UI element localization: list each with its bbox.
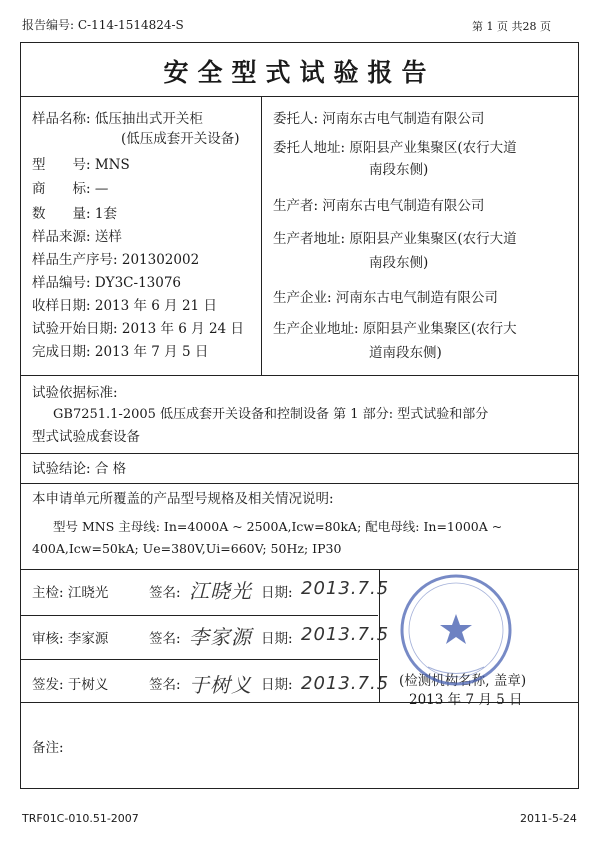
page-info: 第 1 页 共28 页 (472, 20, 551, 33)
coverage-line-2: 400A,Icw=50kA; Ue=380V,Ui=660V; 50Hz; IP30 (32, 541, 342, 556)
org-note: (检测机构名称, 盖章) (399, 673, 527, 689)
producer-address-2: 道南段东侧) (369, 345, 442, 361)
sample-name-sub: (低压成套开关设备) (121, 131, 240, 147)
issue-signature: 于树义 (189, 673, 252, 697)
review-date: 2013.7.5 (301, 624, 390, 645)
main-signature: 江晓光 (189, 579, 252, 603)
issuer: 签发: 于树义 (32, 677, 109, 693)
rule-after-sample (21, 375, 578, 376)
sample-brand: 商 标: — (32, 181, 109, 197)
remarks-label: 备注: (32, 740, 64, 756)
seal-star-icon (440, 614, 472, 644)
conclusion: 试验结论: 合 格 (32, 461, 127, 477)
main-date-label: 日期: (261, 585, 293, 601)
standard-line-2: 型式试验成套设备 (32, 429, 140, 445)
issue-date-label: 日期: (261, 677, 293, 693)
divider-sample-client (261, 96, 262, 375)
review-sign-label: 签名: (149, 631, 181, 647)
reviewer: 审核: 李家源 (32, 631, 109, 647)
org-date: 2013 年 7 月 5 日 (409, 692, 523, 708)
rule-after-title (21, 96, 578, 97)
rule-sig-2 (21, 659, 378, 660)
rule-after-coverage (21, 569, 578, 570)
standard-line-1: GB7251.1-2005 低压成套开关设备和控制设备 第 1 部分: 型式试验和部分 (53, 407, 489, 422)
client: 委托人: 河南东古电气制造有限公司 (273, 111, 485, 127)
issue-date: 2013.7.5 (301, 673, 390, 694)
main-date: 2013.7.5 (301, 578, 390, 599)
producer-address: 生产企业地址: 原阳县产业集聚区(农行大 (273, 321, 517, 337)
manufacturer-address: 生产者地址: 原阳县产业集聚区(农行大道 (273, 231, 517, 247)
test-start-date: 试验开始日期: 2013 年 6 月 24 日 (32, 321, 244, 337)
producer: 生产企业: 河南东古电气制造有限公司 (273, 290, 498, 306)
sample-model: 型 号: MNS (32, 157, 130, 173)
sample-code: 样品编号: DY3C-13076 (32, 275, 182, 291)
sample-serial: 样品生产序号: 201302002 (32, 252, 200, 268)
main-sign-label: 签名: (149, 585, 181, 601)
form-code: TRF01C-010.51-2007 (22, 812, 139, 825)
client-address-2: 南段东侧) (369, 162, 429, 178)
sample-quantity: 数 量: 1套 (32, 206, 117, 222)
coverage-label: 本申请单元所覆盖的产品型号规格及相关情况说明: (32, 491, 334, 507)
sample-name: 样品名称: 低压抽出式开关柜 (32, 111, 203, 127)
review-date-label: 日期: (261, 631, 293, 647)
client-address: 委托人地址: 原阳县产业集聚区(农行大道 (273, 140, 517, 156)
manufacturer-address-2: 南段东侧) (369, 255, 429, 271)
review-signature: 李家源 (189, 625, 252, 649)
standard-label: 试验依据标准: (32, 385, 118, 401)
receive-date: 收样日期: 2013 年 6 月 21 日 (32, 298, 217, 314)
issue-sign-label: 签名: (149, 677, 181, 693)
sample-source: 样品来源: 送样 (32, 229, 122, 245)
manufacturer: 生产者: 河南东古电气制造有限公司 (273, 198, 485, 214)
main-inspector: 主检: 江晓光 (32, 585, 109, 601)
report-number: 报告编号: C-114-1514824-S (22, 18, 184, 32)
rule-after-conclusion (21, 483, 578, 484)
finish-date: 完成日期: 2013 年 7 月 5 日 (32, 344, 209, 360)
rule-sig-1 (21, 615, 378, 616)
rule-after-standard (21, 453, 578, 454)
coverage-line-1: 型号 MNS 主母线: In=4000A ~ 2500A,Icw=80kA; 配电母线: In=1000A ~ (53, 519, 503, 534)
form-date: 2011-5-24 (520, 812, 577, 825)
report-title: 安全型式试验报告 (163, 58, 436, 87)
official-seal-stamp (398, 572, 514, 688)
